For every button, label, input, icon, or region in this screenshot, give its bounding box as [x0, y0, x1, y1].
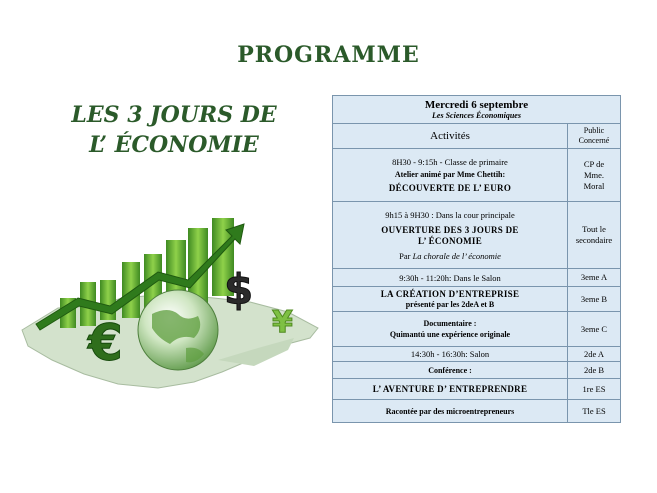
- activity-title: Conférence :: [333, 362, 568, 379]
- activity-title: Documentaire :: [423, 319, 477, 328]
- activity-time: 9:30h - 11:20h: Dans le Salon: [333, 269, 568, 287]
- public-cell: 3eme B: [568, 287, 621, 312]
- public-cell: 3eme A: [568, 269, 621, 287]
- table-row: [333, 347, 621, 362]
- header-cell: [333, 96, 621, 124]
- public-cell: [568, 149, 621, 202]
- table-row: [333, 400, 621, 423]
- programme-table: [332, 95, 621, 423]
- activity-cell: [333, 149, 568, 202]
- page-title: PROGRAMME: [237, 42, 420, 68]
- activity-title: LA CRÉATION D’ENTREPRISE: [380, 289, 520, 299]
- public-cell: 1re ES: [568, 379, 621, 400]
- yen-icon: ¥: [272, 305, 293, 340]
- public-line: Mme.: [583, 169, 605, 180]
- table-row: [333, 379, 621, 400]
- table-row: [333, 312, 621, 347]
- public-line: Tout le: [582, 224, 606, 234]
- euro-icon: €: [88, 314, 123, 372]
- dollar-icon: $: [224, 265, 254, 314]
- table-row: [333, 269, 621, 287]
- event-title: [38, 100, 310, 160]
- col-header-public-line1: Public: [583, 126, 605, 135]
- activity-by: [335, 251, 565, 261]
- public-cell: 3eme C: [568, 312, 621, 347]
- public-cell: 2de A: [568, 347, 621, 362]
- column-header-row: [333, 124, 621, 149]
- activity-subtitle: présenté par les 2deA et B: [405, 300, 495, 309]
- activity-subtitle: Racontée par des microentrepreneurs: [333, 400, 568, 423]
- col-header-public-line2: Concerné: [578, 136, 610, 145]
- activity-title-line2: L’ ÉCONOMIE: [417, 235, 483, 246]
- activity-time: 14:30h - 16:30h: Salon: [333, 347, 568, 362]
- public-cell: 2de B: [568, 362, 621, 379]
- table-header-row: [333, 96, 621, 124]
- activity-cell: [333, 287, 568, 312]
- table-date: Mercredi 6 septembre: [424, 99, 529, 111]
- activity-by-label: Par: [399, 250, 411, 261]
- table-row: [333, 202, 621, 269]
- table-row: [333, 362, 621, 379]
- activity-time: 8H30 - 9:15h - Classe de primaire: [392, 156, 508, 167]
- public-cell: [568, 202, 621, 269]
- activity-atelier: Atelier animé par Mme Chettih:: [394, 169, 506, 179]
- economy-globe-illustration: [18, 210, 324, 400]
- table-row: [333, 149, 621, 202]
- col-header-public: [568, 124, 621, 149]
- activity-cell: [333, 202, 568, 269]
- activity-subtitle: Quimantú une expérience originale: [389, 330, 511, 339]
- public-cell: Tle ES: [568, 400, 621, 423]
- event-title-line2: L’ ÉCONOMIE: [89, 132, 259, 158]
- activity-title-line1: OUVERTURE DES 3 JOURS DE: [381, 224, 519, 235]
- activity-by-name: La chorale de l’ économie: [412, 250, 501, 261]
- public-line: secondaire: [575, 235, 613, 245]
- table-theme: Les Sciences Économiques: [432, 111, 521, 120]
- event-title-line1: LES 3 JOURS DE: [71, 102, 277, 128]
- activity-title: L’ AVENTURE D’ ENTREPRENDRE: [333, 379, 568, 400]
- activity-title: DÉCOUVERTE DE L’ EURO: [388, 182, 512, 193]
- activity-cell: [333, 312, 568, 347]
- col-header-activities: Activités: [333, 124, 568, 149]
- public-line: CP de: [583, 158, 605, 169]
- public-line: Moral: [583, 180, 605, 191]
- table-row: [333, 287, 621, 312]
- activity-time: 9h15 à 9H30 : Dans la cour principale: [385, 209, 515, 220]
